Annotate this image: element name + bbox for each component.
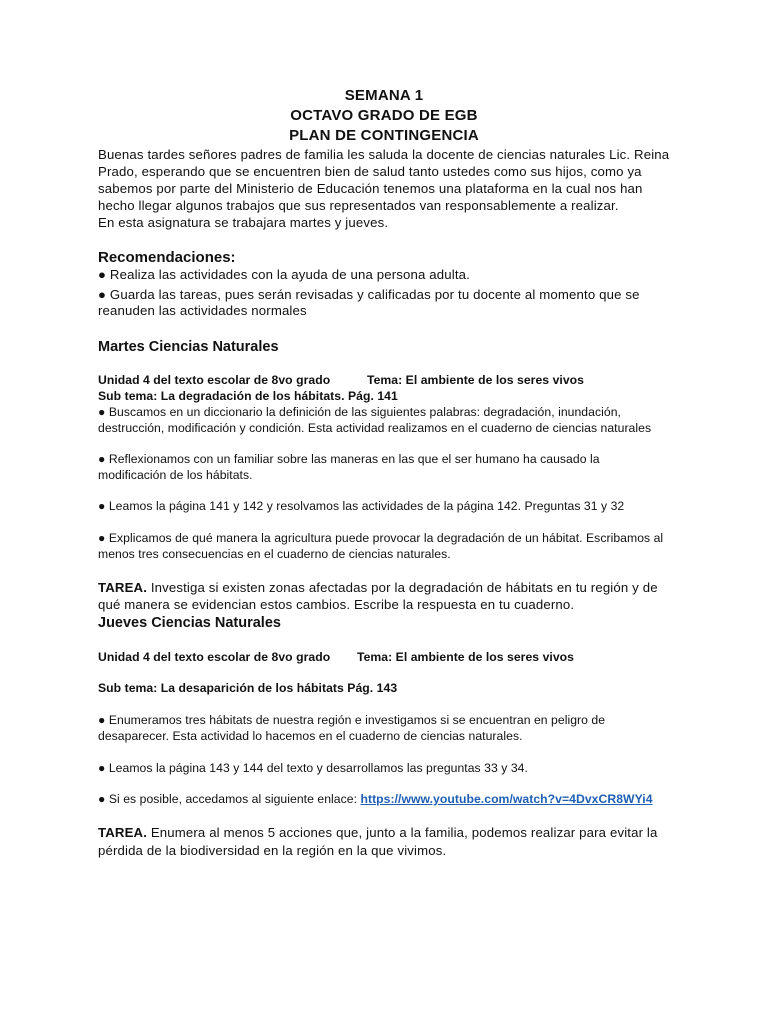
tuesday-activity: ● Leamos la página 141 y 142 y resolvamos las actividades de la página 142. Preguntas 31 y 32: [98, 499, 625, 513]
thursday-activity: [98, 792, 653, 806]
thursday-task-cont: pérdida de la biodiversidad en la región en la que vivimos.: [98, 843, 447, 858]
thursday-task: [98, 825, 658, 840]
tuesday-task: [98, 580, 658, 595]
task-label: TAREA.: [98, 580, 148, 595]
recommendation-item: ● Realiza las actividades con la ayuda de una persona adulta.: [98, 267, 470, 282]
intro-line: hecho llegar algunos trabajos que sus representados van responsablemente a realizar.: [98, 198, 619, 213]
thursday-activity: ● Enumeramos tres hábitats de nuestra región e investigamos si se encuentran en peligro de: [98, 713, 606, 727]
tuesday-activity-cont: menos tres consecuencias en el cuaderno de ciencias naturales.: [98, 547, 451, 561]
intro-line: En esta asignatura se trabajara martes y jueves.: [98, 215, 389, 230]
recommendations-heading: Recomendaciones:: [98, 249, 236, 266]
tuesday-topic: Tema: El ambiente de los seres vivos: [367, 373, 584, 387]
tuesday-activity-cont: destrucción, modificación y condición. Esta actividad realizamos en el cuaderno de ciencias naturales: [98, 421, 652, 435]
recommendation-item: ● Guarda las tareas, pues serán revisadas y calificadas por tu docente al momento que se: [98, 287, 640, 302]
task-text: Enumera al menos 5 acciones que, junto a la familia, podemos realizar para evitar la: [147, 825, 658, 840]
thursday-subtopic: Sub tema: La desaparición de los hábitats Pág. 143: [98, 681, 398, 695]
thursday-activity-cont: desaparecer. Esta actividad lo hacemos en el cuaderno de ciencias naturales.: [98, 729, 523, 743]
tuesday-subtopic: Sub tema: La degradación de los hábitats. Pág. 141: [98, 389, 398, 403]
tuesday-task-cont: qué manera se evidencian estos cambios. Escribe la respuesta en tu cuaderno.: [98, 597, 575, 612]
thursday-unit: Unidad 4 del texto escolar de 8vo grado: [98, 650, 331, 664]
recommendation-item-cont: reanuden las actividades normales: [98, 303, 307, 318]
plan-title: PLAN DE CONTINGENCIA: [289, 127, 479, 144]
tuesday-unit: Unidad 4 del texto escolar de 8vo grado: [98, 373, 331, 387]
intro-line: Prado, esperando que se encuentren bien de salud tanto ustedes como sus hijos, como ya: [98, 164, 642, 179]
task-text: Investiga si existen zonas afectadas por la degradación de hábitats en tu región y de: [147, 580, 658, 595]
thursday-topic: Tema: El ambiente de los seres vivos: [357, 650, 574, 664]
grade-title: OCTAVO GRADO DE EGB: [290, 107, 478, 124]
week-title: SEMANA 1: [344, 87, 424, 104]
task-label: TAREA.: [98, 825, 148, 840]
tuesday-activity: ● Explicamos de qué manera la agricultura puede provocar la degradación de un hábitat. Escribamos al: [98, 531, 664, 545]
intro-line: Buenas tardes señores padres de familia les saluda la docente de ciencias naturales Lic. Reina: [98, 147, 670, 162]
tuesday-activity: ● Reflexionamos con un familiar sobre las maneras en las que el ser humano ha causado la: [98, 452, 600, 466]
tuesday-activity: ● Buscamos en un diccionario la definición de las siguientes palabras: degradación, inundación,: [98, 405, 621, 419]
thursday-heading: Jueves Ciencias Naturales: [98, 615, 281, 631]
youtube-link[interactable]: https://www.youtube.com/watch?v=4DvxCR8WYi4: [360, 792, 653, 806]
thursday-activity: ● Leamos la página 143 y 144 del texto y desarrollamos las preguntas 33 y 34.: [98, 761, 528, 775]
intro-line: sabemos por parte del Ministerio de Educación tenemos una plataforma en la cual nos han: [98, 181, 643, 196]
link-prefix: ● Si es posible, accedamos al siguiente enlace:: [98, 792, 361, 806]
tuesday-heading: Martes Ciencias Naturales: [98, 339, 279, 355]
tuesday-activity-cont: modificación de los hábitats.: [98, 468, 253, 482]
